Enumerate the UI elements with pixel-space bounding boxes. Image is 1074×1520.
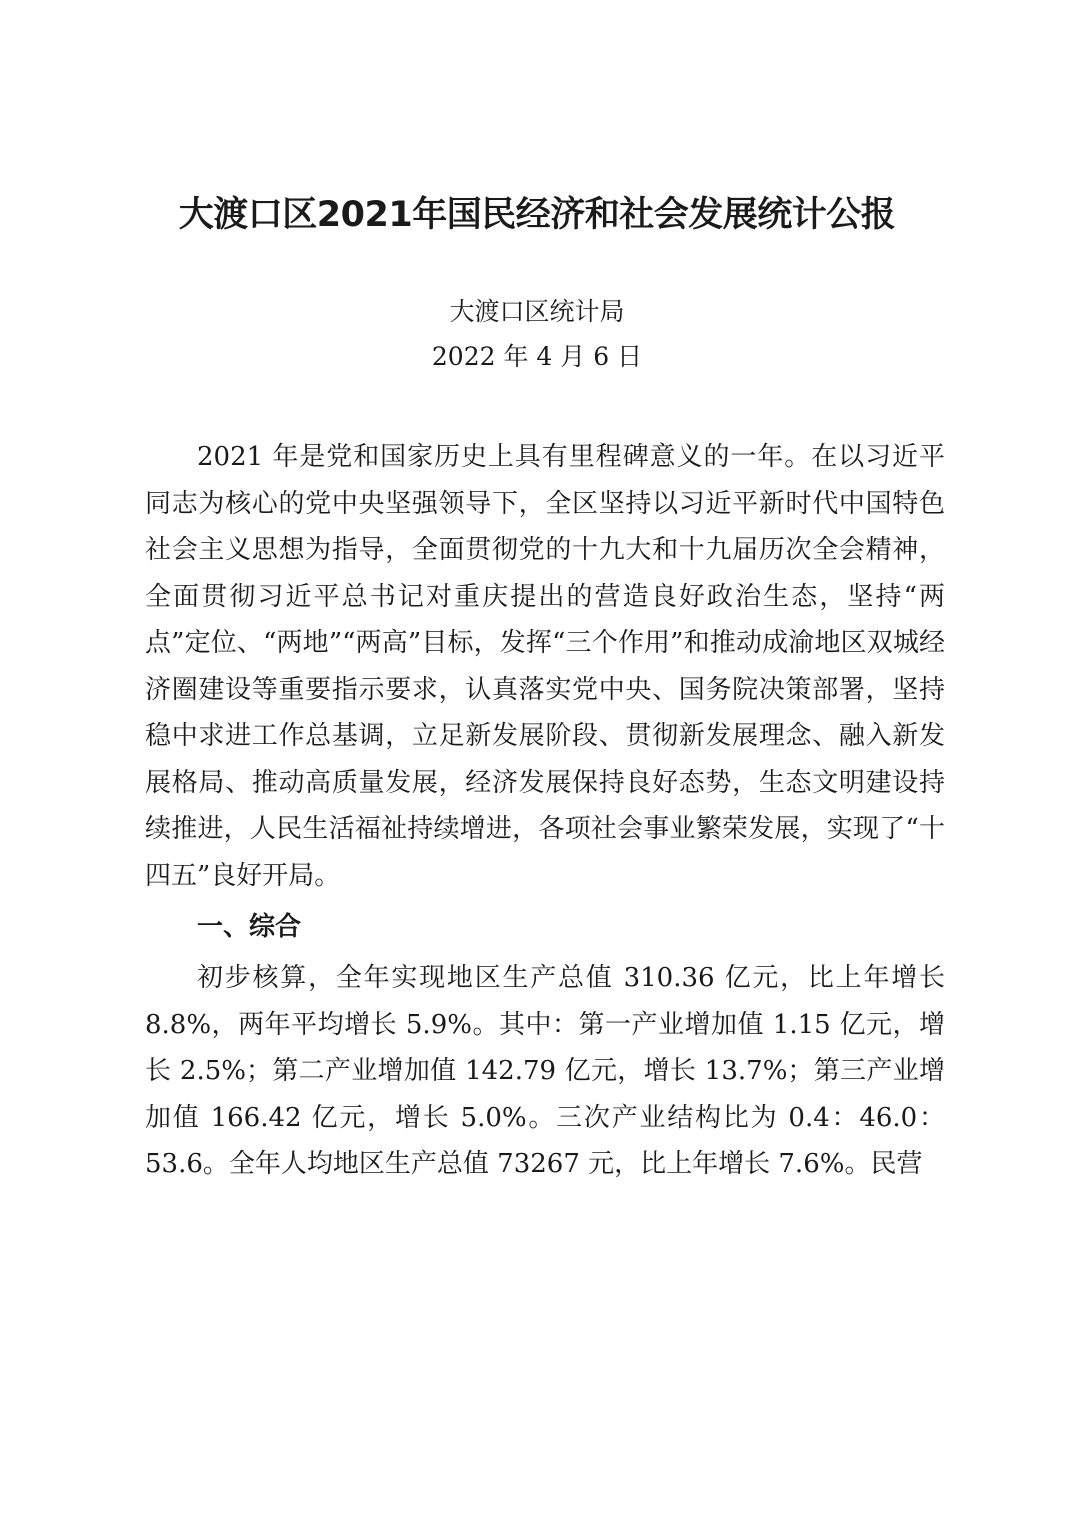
document-title: 大渡口区2021年国民经济和社会发展统计公报 xyxy=(178,195,896,235)
document-author: 大渡口区统计局 xyxy=(449,297,625,326)
document-body xyxy=(145,434,945,1188)
intro-paragraph: 2021 年是党和国家历史上具有里程碑意义的一年。在以习近平同志为核心的党中央坚强领导下，全区坚持以习近平新时代中国特色社会主义思想为指导，全面贯彻党的十九大和十九届历次全会精神，全面贯彻习近平总书记对重庆提出的营造良好政治生态，坚持“两点”定位、“两地”“两高”目标，发挥“三个作用”和推动成渝地区双城经济圈建设等重要指示要求，认真落实党中央、国务院决策部署，坚持稳中求进工作总基调，立足新发展阶段、贯彻新发展理念、融入新发展格局、推动高质量发展，经济发展保持良好态势，生态文明建设持续推进，人民生活福祉持续增进，各项社会事业繁荣发展，实现了“十四五”良好开局。 xyxy=(145,442,945,891)
section-heading: 一、综合 xyxy=(197,912,302,942)
section-paragraph: 初步核算，全年实现地区生产总值 310.36 亿元，比上年增长 8.8%，两年平均增长 5.9%。其中：第一产业增加值 1.15 亿元，增长 2.5%；第二产业增加值 142.79 亿元，增长 13.7%；第三产业增加值 166.42 亿元，增长 5.0%。三次产业结构比为 0.4：46.0：53.6。全年人均地区生产总值 73267 元，比上年增长 7.6%。民营 xyxy=(145,963,945,1179)
document-date: 2022 年 4 月 6 日 xyxy=(431,342,643,371)
